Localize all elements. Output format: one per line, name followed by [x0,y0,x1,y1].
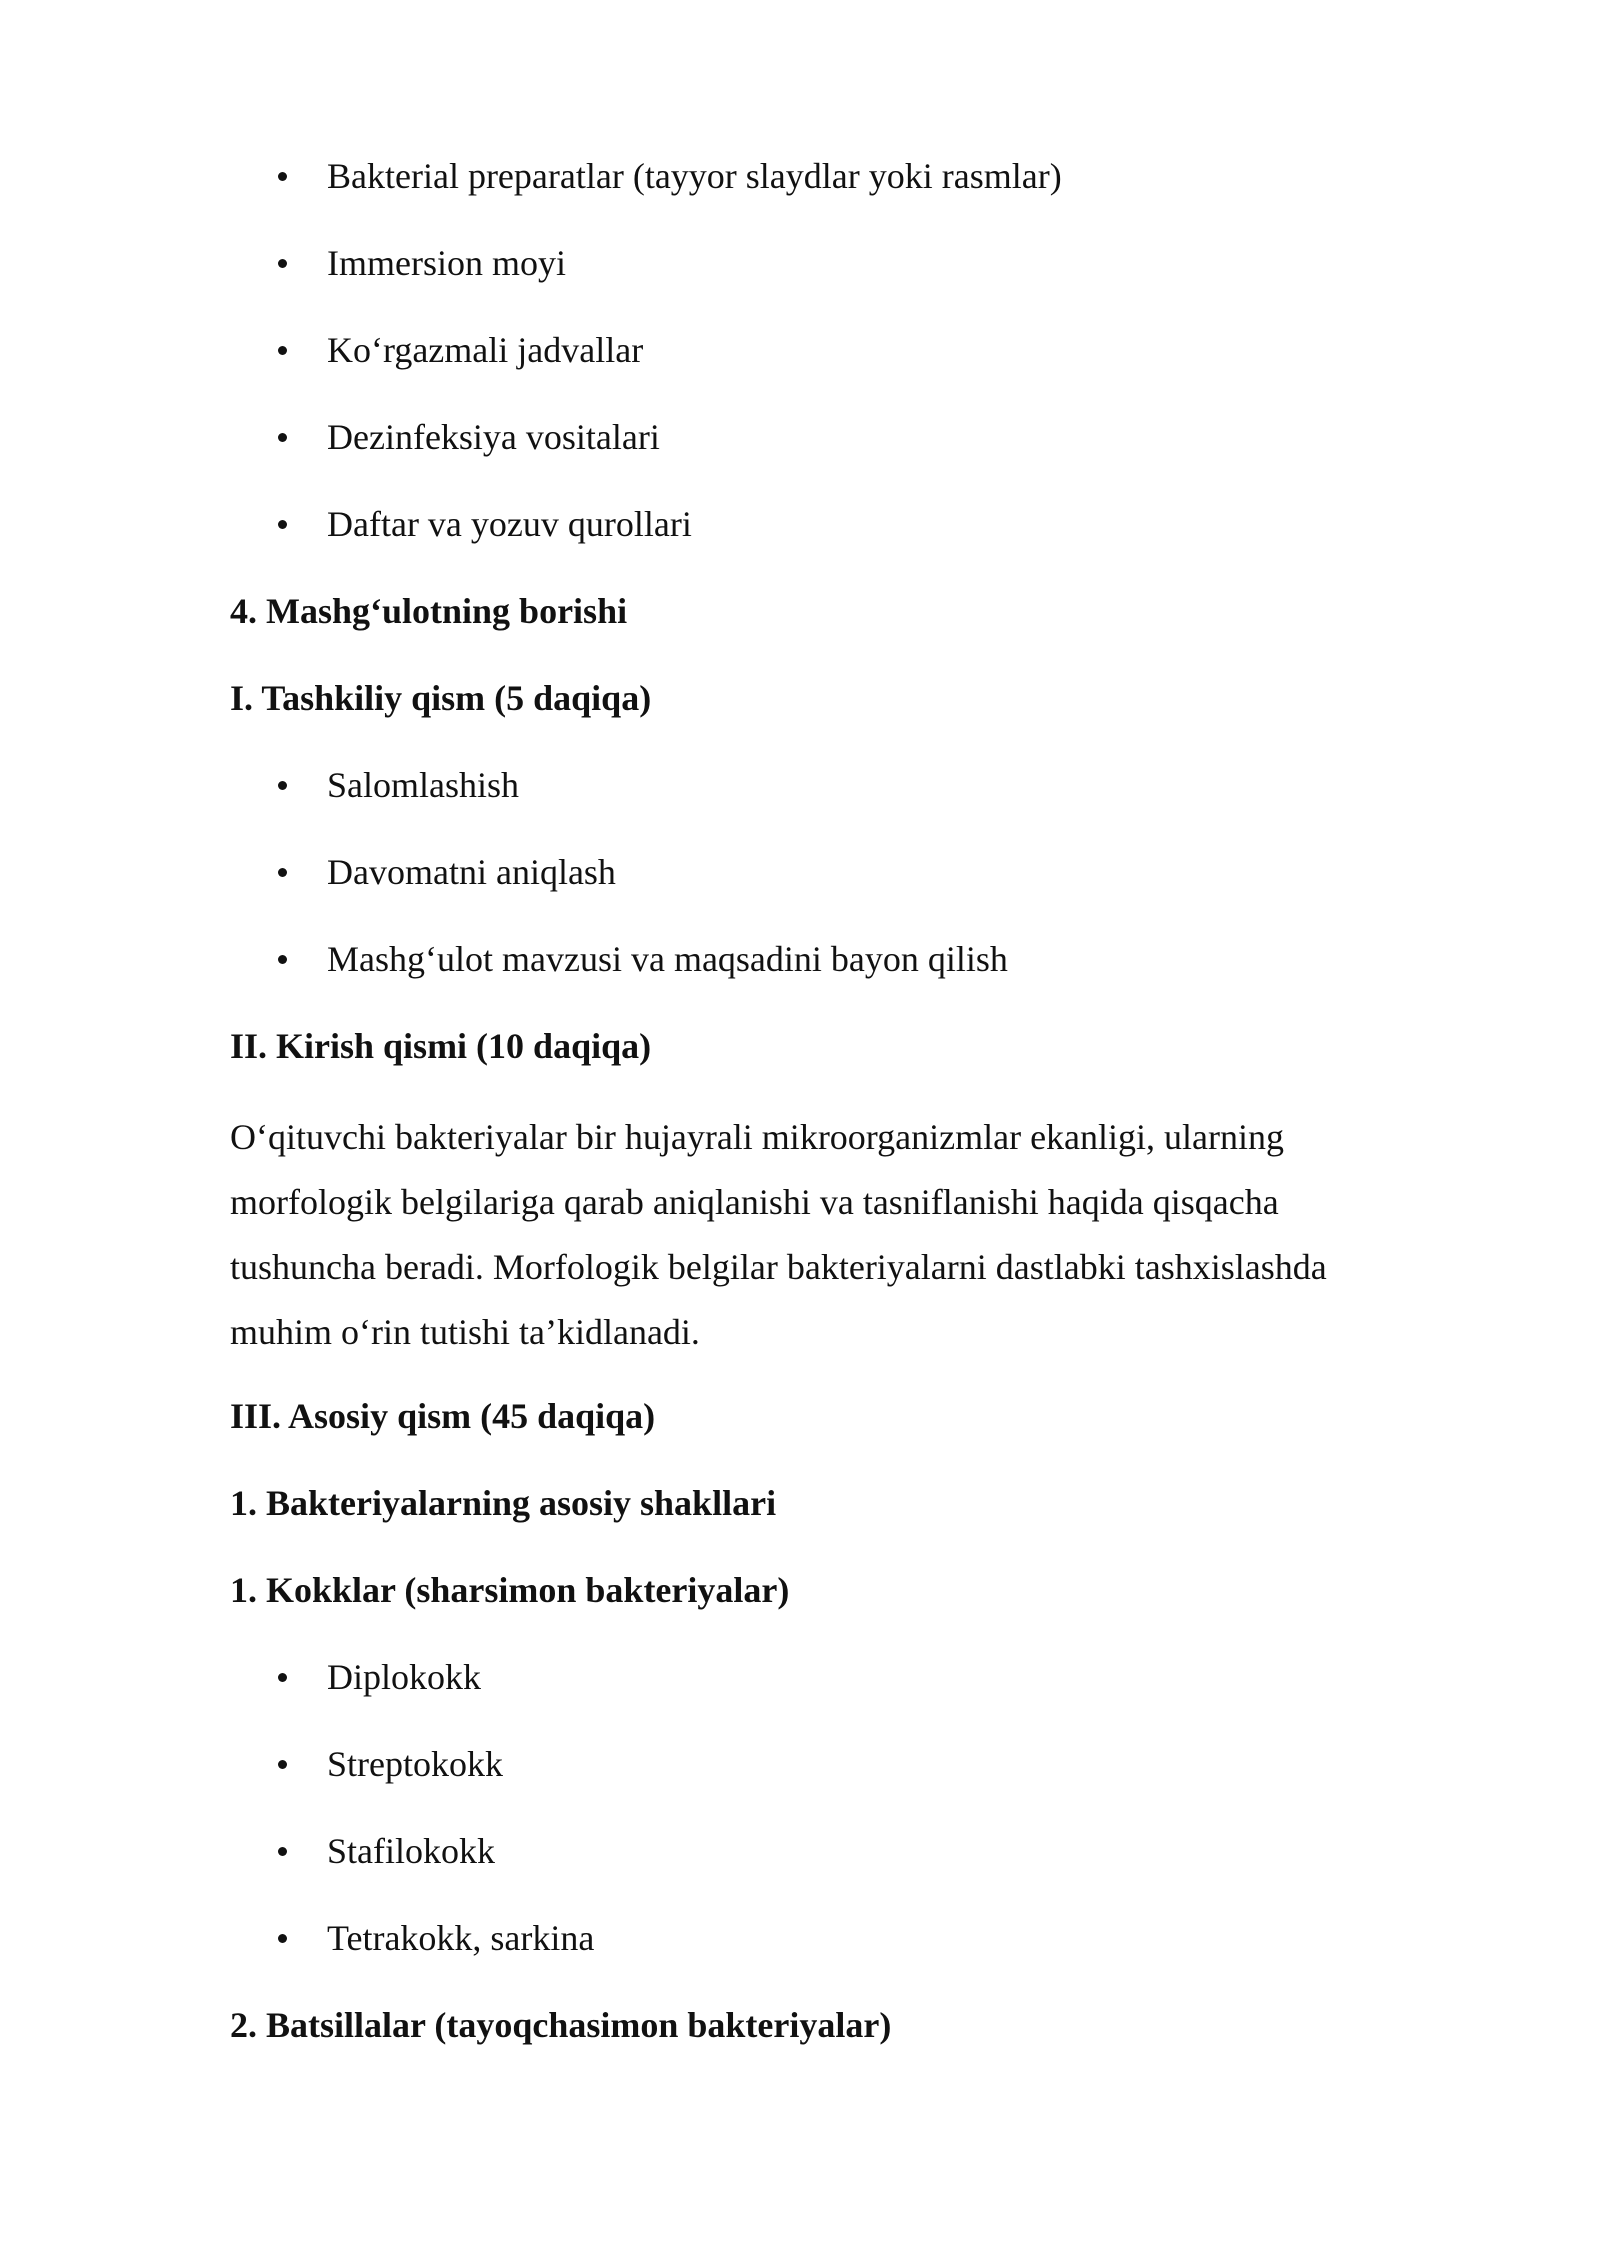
list-item-text: Stafilokokk [327,1831,495,1871]
paragraph-line: tushuncha beradi. Morfologik belgilar bakteriyalarni dastlabki tashxislashda [230,1247,1327,1287]
bullet-icon [278,433,287,442]
subsection-heading: 1. Kokklar (sharsimon bakteriyalar) [230,1570,790,1610]
list-item [278,325,643,375]
subsection-heading: 2. Batsillalar (tayoqchasimon bakteriyalar) [230,2005,892,2045]
list-item [278,151,1062,201]
bullet-icon [278,1934,287,1943]
list-item [278,238,566,288]
list-item [278,934,1008,984]
bullet-icon [278,868,287,877]
paragraph-line: O‘qituvchi bakteriyalar bir hujayrali mikroorganizmlar ekanligi, ularning [230,1117,1285,1157]
subsection-heading: I. Tashkiliy qism (5 daqiqa) [230,678,652,718]
list-item [278,1739,503,1789]
paragraph-line: muhim o‘rin tutishi ta’kidlanadi. [230,1312,700,1352]
list-item-text: Bakterial preparatlar (tayyor slaydlar yoki rasmlar) [327,156,1062,196]
list-item [278,1913,594,1963]
list-item [278,412,660,462]
bullet-icon [278,1673,287,1682]
list-item-text: Davomatni aniqlash [327,852,616,892]
body-paragraph [230,1105,1430,1365]
list-item-text: Dezinfeksiya vositalari [327,417,660,457]
list-item-text: Streptokokk [327,1744,503,1784]
bullet-icon [278,520,287,529]
list-item [278,847,616,897]
list-item [278,499,692,549]
paragraph-line: morfologik belgilariga qarab aniqlanishi va tasniflanishi haqida qisqacha [230,1182,1279,1222]
subsection-heading: II. Kirish qismi (10 daqiqa) [230,1026,652,1066]
bullet-icon [278,1760,287,1769]
list-item [278,1826,495,1876]
list-item-text: Immersion moyi [327,243,566,283]
list-item-text: Salomlashish [327,765,520,805]
section-heading: 4. Mashg‘ulotning borishi [230,591,628,631]
list-item [278,760,519,810]
list-item [278,1652,481,1702]
bullet-icon [278,1847,287,1856]
list-item-text: Mashg‘ulot mavzusi va maqsadini bayon qilish [327,939,1008,979]
bullet-icon [278,346,287,355]
bullet-icon [278,781,287,790]
bullet-icon [278,955,287,964]
list-item-text: Daftar va yozuv qurollari [327,504,692,544]
bullet-icon [278,259,287,268]
list-item-text: Tetrakokk, sarkina [327,1918,595,1958]
subsection-heading: 1. Bakteriyalarning asosiy shakllari [230,1483,777,1523]
list-item-text: Ko‘rgazmali jadvallar [327,330,644,370]
subsection-heading: III. Asosiy qism (45 daqiqa) [230,1396,656,1436]
list-item-text: Diplokokk [327,1657,482,1697]
bullet-icon [278,172,287,181]
